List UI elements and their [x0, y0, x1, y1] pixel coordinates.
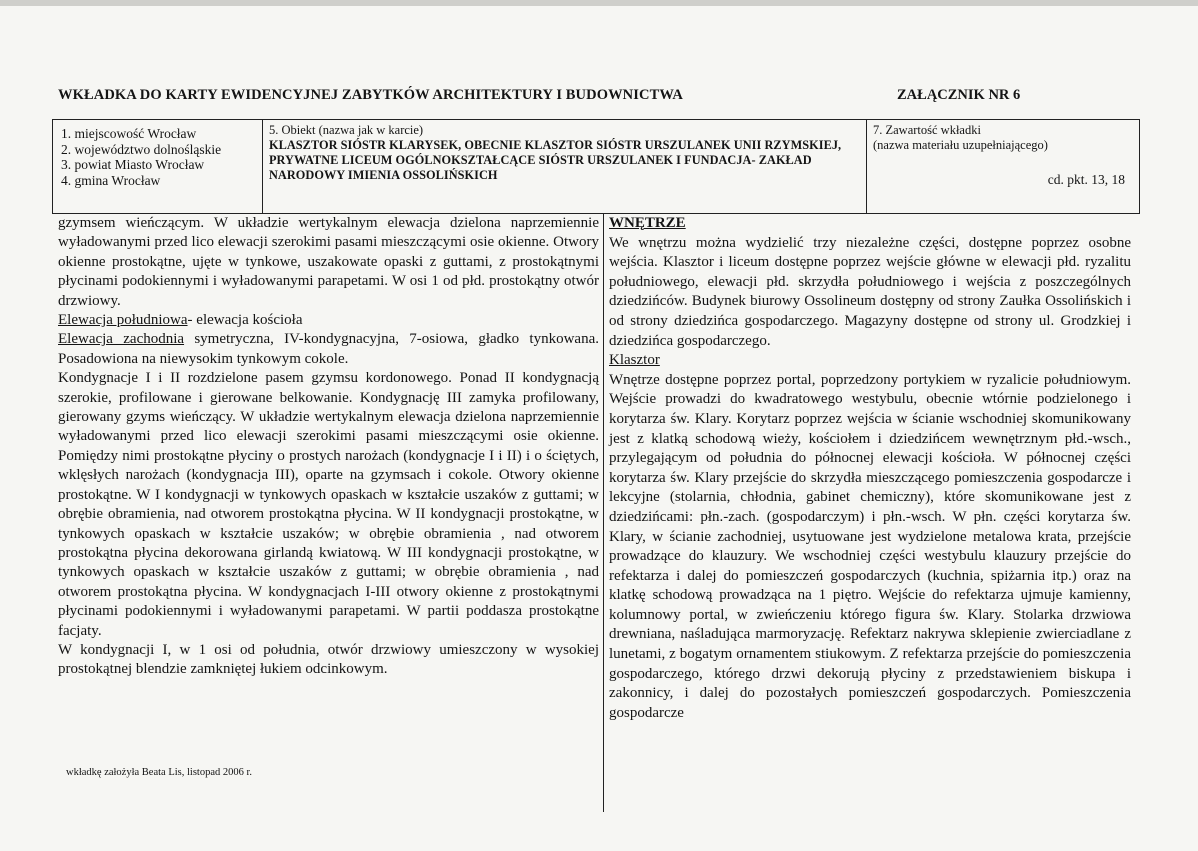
- supplement-reference: cd. pkt. 13, 18: [1047, 172, 1125, 187]
- location-cell: [53, 120, 263, 213]
- south-elevation-text: - elewacja kościoła: [187, 312, 303, 329]
- left-text-column: [58, 214, 599, 680]
- scan-edge: [0, 0, 1198, 6]
- object-name: KLASZTOR SIÓSTR KLARYSEK, OBECNIE KLASZTOR SIÓSTR URSZULANEK UNII RZYMSKIEJ, PRYWATNE LICEUM OGÓLNOKSZTAŁCĄCE SIÓSTR URSZULANEK I FUNDACJA- ZAKŁAD NARODOWY IMIENIA OSSOLIŃSKICH: [269, 138, 842, 182]
- section-heading-monastery: Klasztor: [609, 352, 660, 369]
- paragraph: [58, 330, 599, 369]
- section-heading-interior: WNĘTRZE: [609, 215, 686, 231]
- paragraph: Wnętrze dostępne poprzez portal, poprzedzony portykiem w ryzalicie południowym. Wejście prowadzi do kwadratowego westybulu, obecnie wtórnie podzielonego i korytarza św. Klary. Korytarz poprzez wejścia w ścianie wschodniej skomunikowany jest z klatką schodową wieży, kościołem i dziedzińcem wewnętrznym płd.-wsch., przylegającym od południa do północnej elewacji kościoła. W północnej części korytarza św. Klary przejście do skrzydła mieszczącego pomieszczenia gospodarcze i lekcyjne (stolarnia, chłodnia, gabinet chemiczny), które skomunikowane jest z dziedzińcami: płn.-zach. (gospodarczym) i płn.-wsch. W płn. części korytarza św. Klary, w ścianie zachodniej, usytuowane jest wydzielone metalowa krata, przejście prowadzące do klauzury. We wschodniej części westybulu klauzury przejście do refektarza i dalej do pomieszczeń gospodarczych (kuchnia, spiżarnia itp.) oraz na klatkę schodową prowadząca na 1 piętro. Wejście do refektarza ujmuje kamienny, kolumnowy portal, w zwieńczeniu którego figura św. Klary. Stolarka drzwiowa drewniana, naśladująca marmoryzację. Refektarz nakrywa sklepienie zwierciadlane z lunetami, z bogatym ornamentem stiukowym. Z refektarza przejście do pomieszczenia gospodarczego, którego drzwi dekorują płyciny z przedstawieniem biskupa i zakonnicy, i dalej do pozostałych pomieszczeń gospodarczych. Pomieszczenia gospodarcze: [609, 371, 1131, 721]
- location-voivodeship: 2. województwo dolnośląskie: [61, 141, 222, 157]
- section-label-west-elevation: Elewacja zachodnia: [58, 331, 185, 348]
- location-district: 3. powiat Miasto Wrocław: [61, 157, 205, 172]
- paragraph: Kondygnacje I i II rozdzielone pasem gzymsu kordonowego. Ponad II kondygnacją szerokie, profilowane i gierowane belkowanie. Kondygnację III zamyka profilowany, gierowany gzyms wieńczący. W układzie wertykalnym elewacja dzielona naprzemiennie wyładowanymi przed lico elewacji szerokimi pasami mieszczącymi osie okienne. Pomiędzy nimi prostokątne płyciny o prostych narożach (kondygnacje I i II) i o ściętych, wklęsłych narożach (kondygnacja III), oparte na gzymsach i cokole. Otwory okienne prostokątne. W I kondygnacji w tynkowych opaskach w kształcie uszaków z guttami; w obrębie obramienia, nad otworem prostokątna płycina. W II kondygnacji prostokątne, w tynkowych opaskach w kształcie uszaków; w obrębie obramienia , nad otworem prostokątna płycina dekorowana girlandą kwiatową. W III kondygnacji prostokątne, w tynkowych opaskach w kształcie uszaków z guttami; w obrębie obramienia , nad otworem prostokątna płycina. W kondygnacjach I-III otwory okienne z prostokątnymi płycinami podokiennymi i wyładowanymi parapetami. W partii poddasza prostokątne facjaty.: [58, 370, 599, 639]
- paragraph: gzymsem wieńczącym. W układzie wertykalnym elewacja dzielona naprzemiennie wyładowanymi przed lico elewacji szerokimi pasami mieszczącymi osie okienne. Otwory okienne prostokątne, ujęte w tynkowe, uszakowate opaski z guttami, z prostokątnymi płycinami podokiennymi i wyładowanymi parapetami. W osi 1 od płd. prostokątny otwór drzwiowy.: [58, 215, 599, 309]
- info-table: [52, 119, 1140, 214]
- column-divider: [603, 214, 604, 812]
- paragraph: [58, 311, 599, 330]
- supplement-label: 7. Zawartość wkładki: [873, 123, 981, 137]
- object-cell: [263, 120, 867, 213]
- document-title: WKŁADKA DO KARTY EWIDENCYJNEJ ZABYTKÓW ARCHITEKTURY I BUDOWNICTWA: [58, 87, 683, 103]
- section-label-south-elevation: Elewacja południowa: [58, 312, 188, 329]
- object-label: 5. Obiekt (nazwa jak w karcie): [269, 123, 424, 137]
- location-town: 1. miejscowość Wrocław: [61, 126, 197, 141]
- location-commune: 4. gmina Wrocław: [61, 172, 161, 188]
- right-text-column: [609, 214, 1131, 723]
- author-footnote: wkładkę założyła Beata Lis, listopad 2006 r.: [66, 767, 253, 778]
- supplement-sublabel: (nazwa materiału uzupełniającego): [873, 138, 1048, 152]
- paragraph: We wnętrzu można wydzielić trzy niezależne części, dostępne poprzez osobne wejścia. Klasztor i liceum dostępne poprzez wejście główne w elewacji płd. ryzalitu południowego, elewacji płd. skrzydła południowego i wejścia z poszczególnych dziedzińców. Budynek biurowy Ossolineum dostępny od strony Zaułka Ossolińskich i od strony dziedzińca gospodarczego. Magazyny dostępne od strony ul. Grodzkiej i dziedzińca gospodarczego.: [609, 234, 1131, 349]
- annex-number: ZAŁĄCZNIK NR 6: [897, 87, 1021, 103]
- supplement-cell: [867, 120, 1139, 213]
- paragraph: W kondygnacji I, w 1 osi od południa, otwór drzwiowy umieszczony w wysokiej prostokątnej blendzie zamkniętej łukiem odcinkowym.: [58, 641, 599, 678]
- west-elevation-text: symetryczna, IV-kondygnacyjna, 7-osiowa, gładko tynkowana. Posadowiona na niewysokim tynkowym cokole.: [58, 331, 599, 367]
